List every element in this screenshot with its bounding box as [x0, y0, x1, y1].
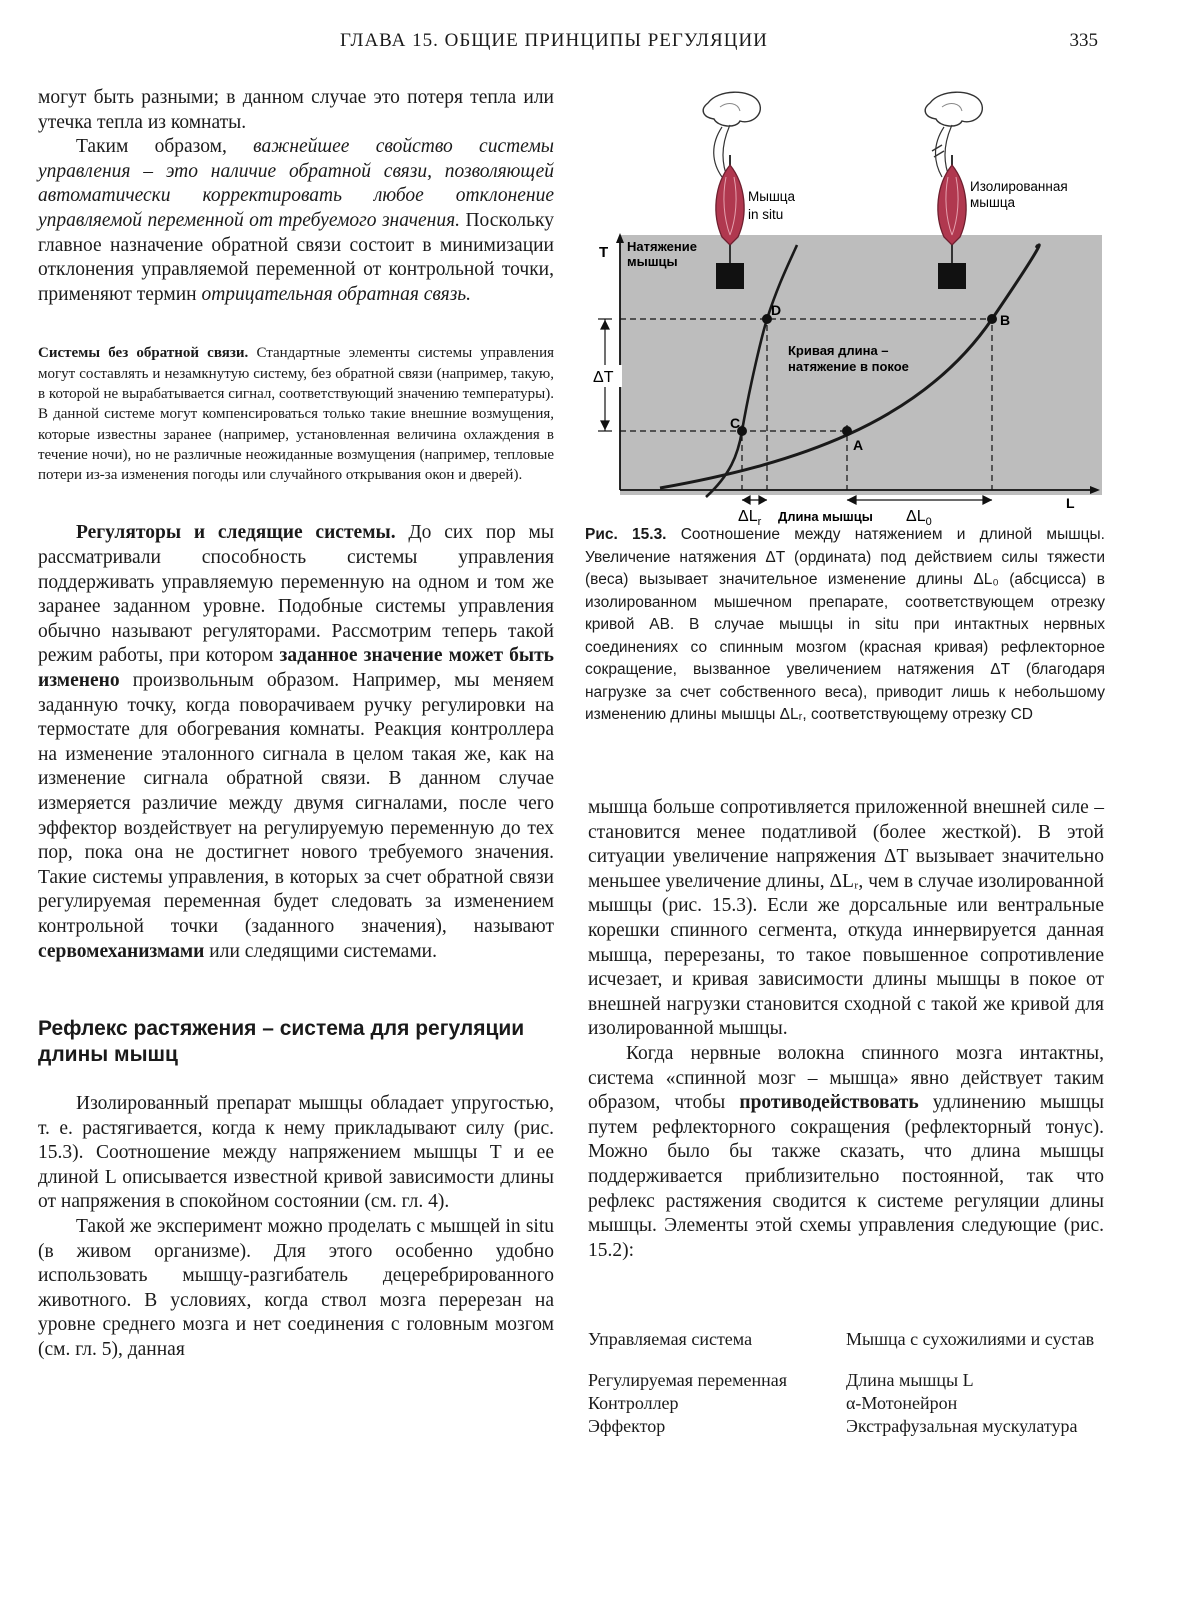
text-span: Поскольку главное назначение обратной связи состоит в минимизации отклонения управляемой переменной от контрольной точки, применяют термин — [38, 209, 554, 305]
table-cell-text: Мышца с сухожилиями и сустав — [846, 1329, 1095, 1349]
axis-label-t: T — [599, 244, 609, 261]
paragraph-regulators — [38, 521, 554, 964]
axis-label-l: L — [1066, 495, 1075, 511]
italic-emphasis: важнейшее свойство системы управления – это наличие обратной связи, позволяющей автоматически корректировать любое отклонение управляемой переменной от требуемого значения. — [38, 136, 554, 231]
label-isolated-2: мышца — [970, 195, 1016, 210]
text-span: произвольным образом. Например, мы меняем заданную точку, когда поворачиваем ручку регулировки на термостате для обогревания комнаты. Реакция контроллера на изменение эталонного сигнала в целом такая же, как на изменение сигнала обратной связи. В данном случае измеряется различие между двумя сигналами, после чего эффектор воздействует на регулируемую переменную до тех пор, пока она не достигнет нового требуемого значения. Такие системы управления, в которых за счет обратной связи регулируемая переменная будет следовать за изменением контрольной точки (заданного значения), называют — [38, 669, 554, 937]
running-head: ГЛАВА 15. ОБЩИЕ ПРИНЦИПЫ РЕГУЛЯЦИИ — [340, 30, 768, 51]
length-tension-diagram — [590, 85, 1110, 535]
paragraph-counteract — [588, 1042, 1104, 1263]
delta-lr-symbol: ΔL — [738, 508, 758, 525]
delta-l-arrows — [742, 496, 992, 504]
page-number: 335 — [1069, 30, 1098, 51]
italic-term: отрицательная обратная связь. — [201, 283, 472, 305]
label-tension-1: Натяжение — [627, 239, 697, 254]
paragraph-key-property — [38, 135, 554, 307]
paragraph: Изолированный препарат мышцы обладает упругостью, т. е. растягивается, когда к нему прикладывают силу (рис. 15.3). Соотношение между напряжением мышцы T и ее длиной L описывается известной кривой зависимости длины от напряжения в спокойном состоянии (см. гл. 4). — [38, 1093, 554, 1213]
table-cell-term: Регулируемая переменная — [588, 1370, 788, 1390]
text-span: До сих пор мы рассматривали способность системы управления поддерживать управляемую переменную на одном и том же заранее заданном уровне. Подобные системы управления обычно называют регуляторами. Рассмотрим теперь такой режим работы, при котором — [38, 522, 554, 667]
table-row — [588, 1417, 1108, 1436]
label-point-c: C — [730, 415, 741, 431]
curve-label-1: Кривая длина – — [788, 343, 889, 358]
text-span: или следящими системами. — [204, 940, 437, 962]
table-cell-value: Длина мышцы L — [846, 1370, 974, 1390]
label-point-d: D — [771, 302, 782, 318]
bold-term: заданное значение может быть изменено — [38, 645, 554, 691]
note-text: Стандартные элементы системы управления могут составлять и незамкнутую систему, без обратной связи (например, такую, в которой не вырабатывается сигнал, соответствующий значению температуры). В данной системе могут компенсироваться только такие внешние возмущения, которые известны заранее (например, установленная величина охлаждения в течение ночи), но не различные неожиданные возмущения (например, тепловые потери из-за изменения погоды или случайного открывания окон и дверей). — [38, 345, 554, 484]
paragraph: Такой же эксперимент можно проделать с мышцей in situ (в живом организме). Для этого особенно удобно использовать мышцу-разгибатель децеребрированного животного. В условиях, когда ствол мозга перерезан на уровне среднего мозга и нет соединения с головным мозгом (см. гл. 5), данная — [38, 1216, 554, 1361]
figure-15-3 — [590, 85, 1110, 535]
delta-lr-subscript: r — [757, 516, 762, 528]
label-length: Длина мышцы — [778, 509, 873, 524]
table-row — [588, 1394, 1108, 1413]
curve-label-2: натяжение в покое — [788, 359, 909, 374]
label-delta-t: ΔT — [593, 369, 614, 386]
control-elements-table — [588, 1330, 1108, 1440]
table-cell-value: α-Мотонейрон — [846, 1393, 958, 1413]
bold-term: сервомеханизмами — [38, 940, 205, 962]
figure-caption — [585, 524, 1105, 727]
muscle-isolated-icon — [938, 155, 966, 289]
paragraph-heading: Регуляторы и следящие системы. — [76, 522, 396, 544]
table-row — [588, 1371, 1108, 1390]
table-cell-term: Контроллер — [588, 1393, 679, 1413]
weight-block — [938, 263, 966, 289]
table-row — [588, 1330, 1108, 1349]
right-column — [588, 796, 1104, 1263]
spinal-cord-cut-icon — [925, 92, 982, 179]
point-a — [842, 426, 852, 436]
paragraph: мышца больше сопротивляется приложенной внешней силе – становится менее податливой (более жесткой). В этой ситуации увеличение напряжения ΔT вызывает значительно меньшее увеличение длины, ΔLᵣ, чем в случае изолированной мышцы (рис. 15.3). Если же дорсальные или вентральные корешки спинного сегмента, откуда иннервируется данная мышца, перерезаны, то такое повышенное сопротивление исчезает, и кривая зависимости длины мышцы в покое от внешней нагрузки становится сходной с такой же кривой для изолированной мышцы. — [588, 797, 1104, 1040]
table-cell-value — [846, 1330, 1108, 1349]
label-point-b: B — [1000, 312, 1011, 328]
delta-l0-symbol: ΔL — [906, 508, 926, 525]
delta-l0-subscript: 0 — [925, 516, 932, 528]
point-b — [987, 314, 997, 324]
table-cell-term: Эффектор — [588, 1416, 666, 1436]
paragraph: могут быть разными; в данном случае это потеря тепла или утечка тепла из комнаты. — [38, 87, 554, 133]
label-point-a: A — [853, 437, 864, 453]
spinal-cord-icon — [703, 92, 760, 179]
table-cell-term: Управляемая система — [588, 1329, 753, 1349]
page-header — [0, 30, 1200, 60]
text-span: Когда нервные волокна спинного мозга интактны, система «спинной мозг – мышца» явно действует таким образом, чтобы — [588, 1042, 1104, 1114]
caption-label: Рис. 15.3. — [585, 526, 667, 543]
note-heading: Системы без обратной связи. — [38, 345, 249, 362]
left-column — [38, 86, 554, 1363]
text-span: Таким образом, — [76, 136, 254, 158]
label-muscle-in-situ-2: in situ — [748, 207, 784, 222]
caption-text: Соотношение между натяжением и длиной мышцы. Увеличение натяжения ΔT (ордината) под действием силы тяжести (веса) вызывает значительное изменение длины ΔL₀ (абсцисса) в изолированном мышечном препарате, соответствующем отрезку кривой AB. В случае мышцы in situ при интактных нервных соединениях со спинным мозгом (красная кривая) рефлекторное сокращение, вызванное увеличением натяжения ΔT (благодаря нагрузке за счет собственного веса), приводит лишь к небольшому изменению длины мышцы ΔLᵣ, соответствующему отрезку CD — [585, 526, 1105, 723]
bold-term: противодействовать — [739, 1092, 919, 1114]
label-tension-2: мышцы — [627, 254, 678, 269]
sidebar-note-open-loop — [38, 343, 554, 485]
weight-block — [716, 263, 744, 289]
text-span: удлинению мышцы путем рефлекторного сокращения (рефлекторный тонус). Можно было бы также сказать, что длина мышцы поддерживается приблизительно постоянной, так что рефлекс растяжения сводится к системе регуляции длины мышцы. Элементы этой схемы управления следующие (рис. 15.2): — [588, 1092, 1105, 1261]
section-title: Рефлекс растяжения – система для регуляции длины мышц — [38, 1017, 525, 1067]
table-cell-value: Экстрафузальная мускулатура — [846, 1416, 1078, 1436]
label-isolated-1: Изолированная — [970, 179, 1068, 194]
label-muscle-in-situ-1: Мышца — [748, 189, 796, 204]
